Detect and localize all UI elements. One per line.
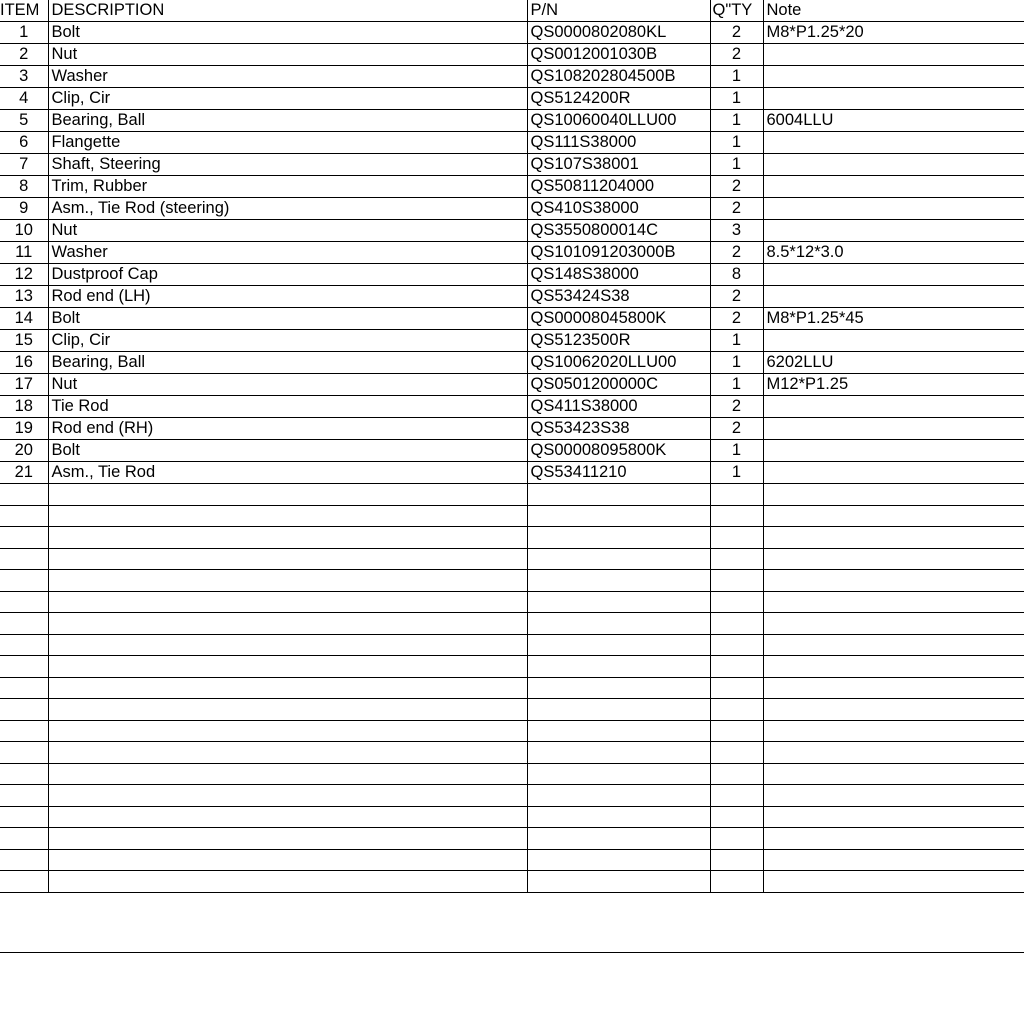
cell-quantity [710,806,763,828]
cell-description [48,527,527,549]
header-description: DESCRIPTION [48,0,527,22]
cell-quantity [710,720,763,742]
cell-description [48,742,527,764]
cell-description: Clip, Cir [48,330,527,352]
cell-item: 17 [0,374,48,396]
cell-quantity: 1 [710,440,763,462]
header-part-number: P/N [527,0,710,22]
table-row [0,418,1024,440]
cell-description [48,806,527,828]
cell-note: M8*P1.25*20 [763,22,1024,44]
cell-description [48,849,527,871]
cell-note [763,548,1024,570]
empty-table-row [0,484,1024,506]
cell-description [48,591,527,613]
cell-description: Dustproof Cap [48,264,527,286]
cell-note [763,806,1024,828]
empty-table-row [0,527,1024,549]
header-note: Note [763,0,1024,22]
cell-quantity [710,828,763,850]
cell-part-number [527,785,710,807]
cell-item [0,570,48,592]
cell-note [763,462,1024,484]
table-header-row [0,0,1024,22]
cell-note [763,176,1024,198]
empty-table-row [0,548,1024,570]
table-row [0,88,1024,110]
cell-quantity: 2 [710,22,763,44]
cell-note [763,484,1024,506]
table-row [0,396,1024,418]
cell-description [48,613,527,635]
table-body [0,22,1024,893]
empty-table-row [0,828,1024,850]
cell-item [0,613,48,635]
cell-description: Nut [48,374,527,396]
cell-note: 8.5*12*3.0 [763,242,1024,264]
cell-item [0,699,48,721]
cell-quantity: 2 [710,44,763,66]
cell-item [0,806,48,828]
cell-quantity [710,785,763,807]
header-item: ITEM [0,0,48,22]
empty-table-row [0,677,1024,699]
cell-part-number [527,570,710,592]
cell-part-number: QS410S38000 [527,198,710,220]
cell-note: M8*P1.25*45 [763,308,1024,330]
cell-item [0,677,48,699]
table-row [0,198,1024,220]
cell-note [763,699,1024,721]
cell-description: Bearing, Ball [48,352,527,374]
cell-description [48,656,527,678]
table-row [0,176,1024,198]
cell-part-number: QS53411210 [527,462,710,484]
cell-note [763,66,1024,88]
cell-description [48,720,527,742]
cell-item: 13 [0,286,48,308]
cell-part-number [527,484,710,506]
cell-item [0,505,48,527]
cell-item: 6 [0,132,48,154]
cell-note [763,828,1024,850]
cell-quantity: 1 [710,374,763,396]
cell-part-number: QS108202804500B [527,66,710,88]
table-row [0,264,1024,286]
cell-item [0,656,48,678]
cell-quantity: 3 [710,220,763,242]
table-row [0,330,1024,352]
cell-quantity [710,677,763,699]
cell-note [763,871,1024,893]
cell-item: 7 [0,154,48,176]
cell-quantity [710,763,763,785]
cell-item: 18 [0,396,48,418]
cell-part-number [527,656,710,678]
empty-table-row [0,570,1024,592]
cell-description [48,634,527,656]
cell-note [763,785,1024,807]
cell-quantity [710,656,763,678]
cell-note [763,763,1024,785]
cell-item: 9 [0,198,48,220]
empty-table-row [0,613,1024,635]
cell-quantity: 8 [710,264,763,286]
table-row [0,242,1024,264]
cell-quantity [710,548,763,570]
cell-part-number [527,849,710,871]
cell-quantity [710,505,763,527]
cell-part-number: QS0012001030B [527,44,710,66]
cell-quantity [710,613,763,635]
cell-note [763,656,1024,678]
cell-part-number [527,871,710,893]
cell-part-number: QS10060040LLU00 [527,110,710,132]
cell-item [0,484,48,506]
cell-note [763,634,1024,656]
cell-quantity: 2 [710,176,763,198]
cell-quantity: 2 [710,396,763,418]
cell-note: 6202LLU [763,352,1024,374]
cell-part-number: QS3550800014C [527,220,710,242]
cell-description [48,871,527,893]
cell-part-number: QS00008045800K [527,308,710,330]
cell-description [48,484,527,506]
header-quantity: Q"TY [710,0,763,22]
cell-item [0,634,48,656]
cell-part-number [527,548,710,570]
cell-note [763,132,1024,154]
cell-quantity [710,871,763,893]
cell-note [763,264,1024,286]
cell-quantity: 2 [710,242,763,264]
cell-part-number [527,634,710,656]
cell-item: 8 [0,176,48,198]
cell-note [763,505,1024,527]
cell-item: 16 [0,352,48,374]
cell-item: 12 [0,264,48,286]
cell-item: 15 [0,330,48,352]
cell-part-number [527,828,710,850]
table-row [0,110,1024,132]
table-row [0,132,1024,154]
cell-quantity [710,591,763,613]
cell-note [763,198,1024,220]
cell-part-number: QS53423S38 [527,418,710,440]
cell-part-number [527,720,710,742]
cell-part-number [527,505,710,527]
cell-part-number: QS50811204000 [527,176,710,198]
empty-table-row [0,785,1024,807]
cell-quantity [710,699,763,721]
cell-quantity: 1 [710,110,763,132]
cell-quantity [710,742,763,764]
cell-part-number: QS0000802080KL [527,22,710,44]
cell-quantity [710,527,763,549]
cell-quantity: 2 [710,286,763,308]
cell-quantity: 2 [710,418,763,440]
cell-description: Asm., Tie Rod (steering) [48,198,527,220]
cell-part-number [527,806,710,828]
empty-table-row [0,871,1024,893]
table-footer-band [0,923,1024,953]
table-row [0,374,1024,396]
cell-item [0,742,48,764]
empty-table-row [0,742,1024,764]
table-row [0,22,1024,44]
cell-description [48,785,527,807]
cell-item [0,871,48,893]
cell-part-number [527,527,710,549]
cell-item: 14 [0,308,48,330]
cell-description: Washer [48,66,527,88]
cell-quantity: 2 [710,198,763,220]
cell-quantity: 1 [710,66,763,88]
cell-item: 5 [0,110,48,132]
cell-part-number [527,742,710,764]
cell-item [0,591,48,613]
cell-part-number: QS148S38000 [527,264,710,286]
empty-table-row [0,591,1024,613]
cell-note [763,849,1024,871]
cell-description: Bolt [48,308,527,330]
empty-table-row [0,699,1024,721]
cell-quantity [710,484,763,506]
cell-item: 20 [0,440,48,462]
empty-table-row [0,720,1024,742]
cell-note [763,88,1024,110]
cell-quantity: 1 [710,330,763,352]
cell-part-number: QS10062020LLU00 [527,352,710,374]
cell-note [763,720,1024,742]
cell-description [48,677,527,699]
cell-part-number: QS107S38001 [527,154,710,176]
cell-quantity: 1 [710,154,763,176]
cell-description [48,699,527,721]
empty-table-row [0,763,1024,785]
cell-item: 3 [0,66,48,88]
cell-note [763,742,1024,764]
cell-part-number: QS5124200R [527,88,710,110]
cell-note: M12*P1.25 [763,374,1024,396]
cell-description: Bolt [48,440,527,462]
cell-part-number: QS0501200000C [527,374,710,396]
cell-quantity: 1 [710,462,763,484]
empty-table-row [0,656,1024,678]
empty-table-row [0,634,1024,656]
empty-table-row [0,806,1024,828]
cell-description [48,828,527,850]
cell-quantity: 1 [710,132,763,154]
cell-note [763,527,1024,549]
table-row [0,154,1024,176]
cell-part-number [527,677,710,699]
cell-note [763,154,1024,176]
empty-table-row [0,505,1024,527]
cell-note [763,220,1024,242]
cell-item [0,527,48,549]
cell-item [0,785,48,807]
cell-quantity: 1 [710,88,763,110]
cell-part-number [527,591,710,613]
cell-item: 4 [0,88,48,110]
cell-part-number: QS00008095800K [527,440,710,462]
cell-item: 1 [0,22,48,44]
cell-part-number: QS111S38000 [527,132,710,154]
cell-part-number: QS53424S38 [527,286,710,308]
table-row [0,286,1024,308]
table-row [0,66,1024,88]
cell-note [763,396,1024,418]
cell-note [763,44,1024,66]
cell-quantity [710,849,763,871]
cell-description: Nut [48,220,527,242]
cell-description [48,763,527,785]
table-row [0,220,1024,242]
cell-item: 10 [0,220,48,242]
cell-description: Washer [48,242,527,264]
cell-note [763,591,1024,613]
cell-part-number [527,763,710,785]
cell-note [763,440,1024,462]
cell-item: 2 [0,44,48,66]
empty-table-row [0,849,1024,871]
table-row [0,352,1024,374]
cell-description: Bolt [48,22,527,44]
cell-item [0,763,48,785]
cell-note: 6004LLU [763,110,1024,132]
cell-description [48,505,527,527]
cell-description: Tie Rod [48,396,527,418]
cell-part-number [527,613,710,635]
cell-part-number: QS411S38000 [527,396,710,418]
cell-note [763,570,1024,592]
cell-note [763,677,1024,699]
cell-description: Rod end (LH) [48,286,527,308]
cell-part-number: QS5123500R [527,330,710,352]
cell-description: Trim, Rubber [48,176,527,198]
cell-description [48,548,527,570]
cell-description [48,570,527,592]
cell-description: Bearing, Ball [48,110,527,132]
table-row [0,440,1024,462]
table-row [0,462,1024,484]
cell-part-number [527,699,710,721]
cell-description: Nut [48,44,527,66]
cell-quantity [710,570,763,592]
table-row [0,44,1024,66]
cell-quantity: 2 [710,308,763,330]
cell-item [0,720,48,742]
cell-quantity: 1 [710,352,763,374]
cell-item [0,849,48,871]
cell-note [763,330,1024,352]
cell-item: 19 [0,418,48,440]
cell-description: Clip, Cir [48,88,527,110]
cell-description: Asm., Tie Rod [48,462,527,484]
cell-item: 21 [0,462,48,484]
cell-note [763,286,1024,308]
cell-description: Shaft, Steering [48,154,527,176]
cell-note [763,613,1024,635]
cell-description: Flangette [48,132,527,154]
cell-item [0,828,48,850]
cell-item [0,548,48,570]
cell-quantity [710,634,763,656]
cell-description: Rod end (RH) [48,418,527,440]
cell-item: 11 [0,242,48,264]
table-row [0,308,1024,330]
cell-note [763,418,1024,440]
cell-part-number: QS101091203000B [527,242,710,264]
